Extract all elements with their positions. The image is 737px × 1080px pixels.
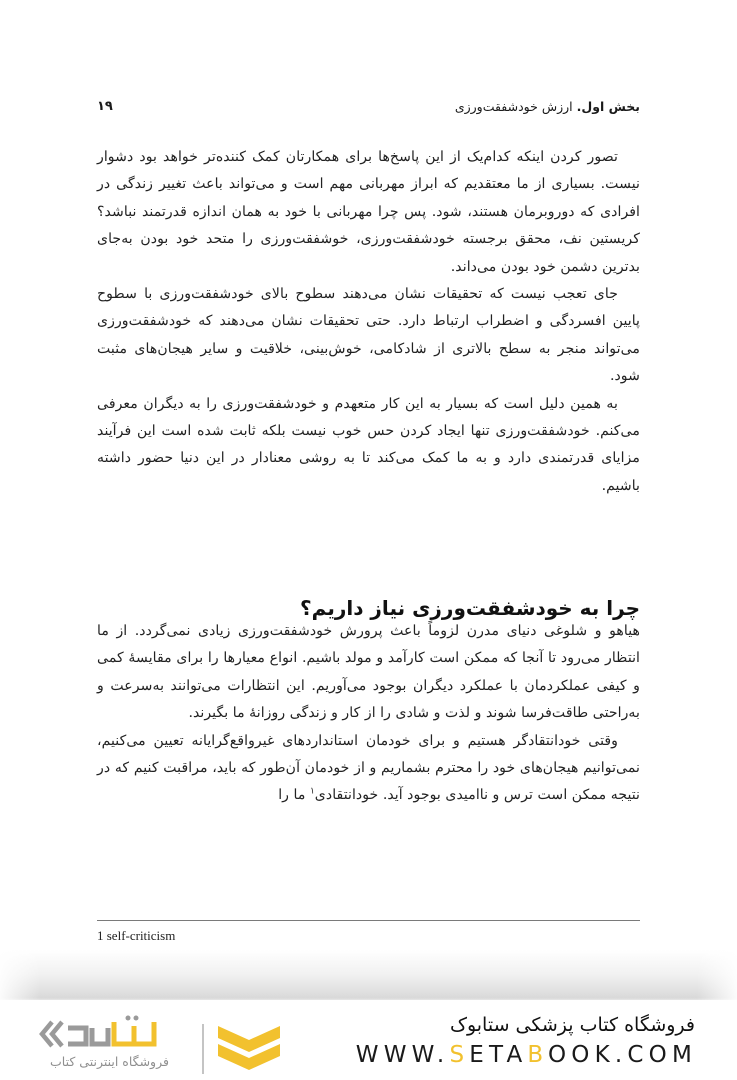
footnote: 1 self-criticism <box>97 928 176 943</box>
store-logo[interactable] <box>38 1014 288 1076</box>
paragraph: تصور کردن اینکه کدام‌یک از این پاسخ‌ها برای همکارتان کمک کننده‌تر خواهد بود دشوار نیست. بسیاری از ما معتقدیم که ابراز مهربانی مهم است و می‌تواند باعث تغییر زندگی در افرادی که دوروبرمان هستند، شود. پس چرا مهربانی با خود به همان اندازه قدرتمند نباشد؟ کریستین نف، محقق برجسته خودشفقت‌ورزی، خوشفقت‌ورزی را متحد خود بودن به‌جای بدترین دشمن خود بودن می‌داند. <box>97 149 640 275</box>
page-shadow-left <box>0 945 40 1000</box>
logo-tagline: فروشگاه اینترنتی کتاب <box>50 1054 169 1069</box>
paragraph: جای تعجب نیست که تحقیقات نشان می‌دهند سطوح بالای خودشفقت‌ورزی با سطوح پایین افسردگی و اضطراب ارتباط دارد. حتی تحقیقات نشان می‌دهند که خودشفقت‌ورزی می‌تواند منجر به سطح بالاتری از شادکامی، خوش‌بینی، خلاقیت و سایر هیجان‌های مثبت شود. <box>97 286 640 385</box>
footnote-reference[interactable]: ۱ <box>309 786 315 797</box>
store-banner <box>0 1000 737 1080</box>
paragraph-text: وقتی خودانتقادگر هستیم و برای خودمان استانداردهای غیرواقع‌گرایانه تعیین می‌کنیم، نمی‌توانیم هیجان‌های خود را محترم بشماریم و از خودمان آن‌طور که باید، مراقبت کنیم که در نتیجه ممکن است ترس و ناامیدی بوجود آید. خودانتقادی <box>97 732 640 804</box>
paragraph-text-continued: ما را <box>278 787 306 804</box>
url-prefix: WWW. <box>355 1042 450 1068</box>
running-header <box>97 96 640 118</box>
running-header-title <box>455 96 640 118</box>
body-text-part-1 <box>97 144 640 500</box>
paragraph: به همین دلیل است که بسیار به این کار متعهدم و خودشفقت‌ورزی را به دیگران معرفی می‌کنم. خودشفقت‌ورزی تنها ایجاد کردن حس خوب نیست بلکه ثابت شده است این فرآیند مزایای قدرتمندی دارد و به ما کمک می‌کند تا به روشی معنادار در این دنیا حضور داشته باشیم. <box>97 395 640 494</box>
page-number: ۱۹ <box>97 99 113 114</box>
footnote-divider <box>97 920 640 921</box>
logo-divider <box>202 1024 204 1074</box>
setabook-wordmark-icon <box>38 1014 163 1056</box>
chevron-emblem-icon <box>216 1022 282 1076</box>
paragraph: هیاهو و شلوغی دنیای مدرن لزوماً باعث پرورش خودشفقت‌ورزی زیادی نمی‌گردد. از ما انتظار می‌رود تا آنجا که ممکن است کارآمد و مولد باشیم. انواع معیارها را برای مقایسهٔ کمی و کیفی عملکردمان با عملکرد دیگران بوجود می‌آوریم. این انتظارات می‌توانند به‌سرعت و به‌راحتی طاقت‌فرسا شوند و لذت و شادی را از کار و زندگی روزانهٔ ما بگیرند. <box>97 623 640 722</box>
url-accent-b: B <box>527 1042 548 1068</box>
url-suffix: OOK.COM <box>547 1042 697 1068</box>
store-url-link[interactable] <box>356 1042 697 1068</box>
paragraph <box>97 728 640 810</box>
body-text-part-2 <box>97 618 640 810</box>
store-name: فروشگاه کتاب پزشکی ستابوک <box>449 1014 695 1036</box>
section-label: بخش اول. <box>576 99 640 114</box>
url-mid: ETA <box>469 1042 528 1068</box>
url-accent-s: S <box>449 1042 470 1068</box>
section-heading: چرا به خودشفقت‌ورزی نیاز داریم؟ <box>300 595 640 620</box>
section-title: ارزش خودشفقت‌ورزی <box>454 99 573 114</box>
page-shadow-right <box>697 945 737 1000</box>
